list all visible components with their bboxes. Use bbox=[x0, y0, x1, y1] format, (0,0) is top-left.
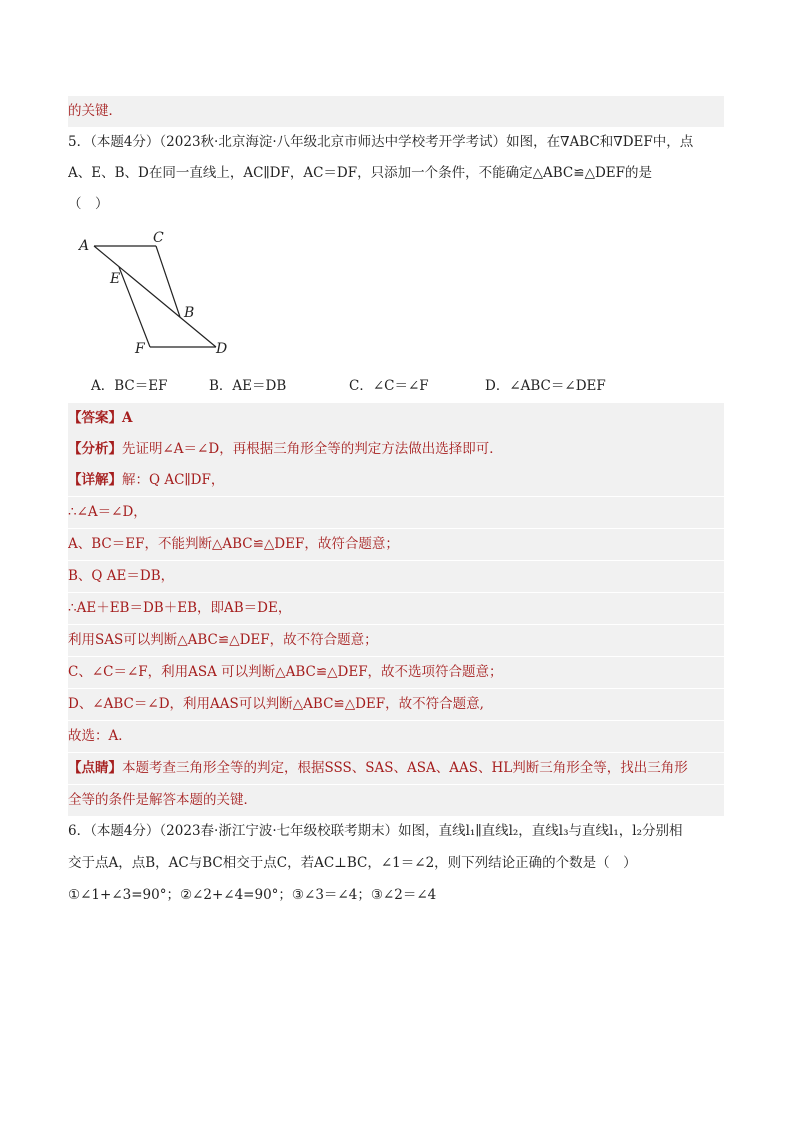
question-5-line-2: A、E、B、D在同一直线上，AC∥DF，AC＝DF，只添加一个条件，不能确定△ABC≌△DEF的是 bbox=[68, 165, 652, 181]
options-row bbox=[91, 372, 731, 400]
detail-line-3: B、Q AE＝DB， bbox=[68, 561, 724, 592]
answer-line bbox=[68, 403, 724, 434]
point-label-b: B bbox=[184, 305, 195, 321]
answer-tag: 【答案】 bbox=[68, 410, 122, 426]
answer-text: A bbox=[122, 410, 133, 426]
detail-line-2: A、BC＝EF，不能判断△ABC≌△DEF，故符合题意； bbox=[68, 529, 724, 560]
question-6-line-2: 交于点A，点B，AC与BC相交于点C，若AC⊥BC，∠1＝∠2，则下列结论正确的个数是（ ） bbox=[68, 855, 637, 871]
detail-line-7: D、∠ABC＝∠D，利用AAS可以判断△ABC≌△DEF，故不符合题意, bbox=[68, 689, 724, 720]
option-d: D．∠ABC＝∠DEF bbox=[485, 378, 606, 394]
detail-tag: 【详解】 bbox=[68, 472, 122, 488]
point-label-e: E bbox=[110, 271, 121, 287]
comment-line-1 bbox=[68, 753, 724, 784]
segment-AD bbox=[94, 246, 216, 347]
analysis-tag: 【分析】 bbox=[68, 441, 122, 457]
comment-line-2: 全等的条件是解答本题的关键． bbox=[68, 785, 724, 816]
detail-text: 解：Q AC∥DF， bbox=[122, 472, 225, 488]
detail-line-6: C、∠C＝∠F，利用ASA 可以判断△ABC≌△DEF，故不选项符合题意； bbox=[68, 657, 724, 688]
analysis-line bbox=[68, 434, 724, 465]
detail-line-5: 利用SAS可以判断△ABC≌△DEF，故不符合题意； bbox=[68, 625, 724, 656]
question-5-line-3: （ ） bbox=[68, 196, 109, 212]
detail-line-4: ∴AE＋EB＝DB＋EB，即AB＝DE， bbox=[68, 593, 724, 624]
option-a: A．BC＝EF bbox=[91, 378, 168, 394]
point-label-a: A bbox=[79, 238, 90, 254]
question-6-line-3: ①∠1+∠3=90°；②∠2+∠4=90°；③∠3＝∠4；③∠2＝∠4 bbox=[68, 887, 437, 903]
point-label-d: D bbox=[216, 341, 228, 357]
comment-text: 本题考查三角形全等的判定，根据SSS、SAS、ASA、AAS、HL判断三角形全等，找出三角形 bbox=[122, 760, 688, 776]
detail-line-1: ∴∠A＝∠D， bbox=[68, 497, 724, 528]
option-b: B．AE＝DB bbox=[209, 378, 287, 394]
detail-line-8: 故选：A． bbox=[68, 721, 724, 752]
segment-CB bbox=[156, 246, 180, 317]
question-5-line-1: 5．（本题4分）（2023秋·北京海淀·八年级北京市师达中学校考开学考试）如图，在∇ABC和∇DEF中，点 bbox=[68, 134, 694, 150]
geometry-figure bbox=[74, 226, 240, 362]
point-label-f: F bbox=[135, 341, 145, 357]
comment-tag: 【点睛】 bbox=[68, 760, 122, 776]
text-line: 的关键． bbox=[68, 96, 724, 127]
detail-line-0 bbox=[68, 465, 724, 496]
question-6-line-1: 6．（本题4分）（2023春·浙江宁波·七年级校联考期末）如图，直线l₁∥直线l₂，直线l₃与直线l₁，l₂分别相 bbox=[68, 823, 683, 839]
analysis-text: 先证明∠A＝∠D，再根据三角形全等的判定方法做出选择即可． bbox=[122, 441, 503, 457]
option-c: C．∠C＝∠F bbox=[349, 378, 429, 394]
point-label-c: C bbox=[153, 230, 164, 246]
